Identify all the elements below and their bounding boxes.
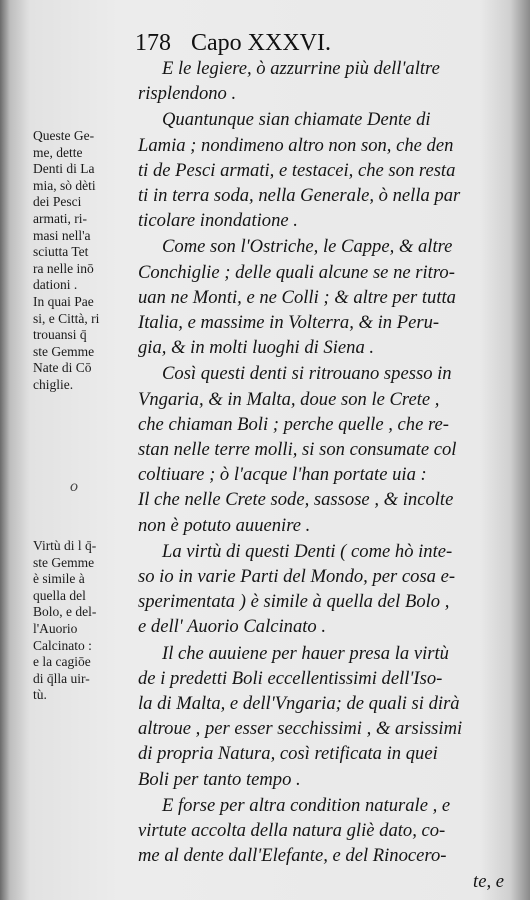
text-line: gia, & in molti luoghi di Siena . xyxy=(138,337,375,359)
margin-note-line: di q̄lla uir- xyxy=(33,670,90,686)
page-number: 178 xyxy=(135,30,171,56)
paragraph xyxy=(138,361,510,537)
margin-note-line: Denti di La xyxy=(33,161,95,177)
text-line: Così questi denti si ritrouano spesso in xyxy=(162,363,452,385)
text-line: uan ne Monti, e ne Colli ; & altre per tutta xyxy=(138,286,456,308)
running-header xyxy=(135,30,415,57)
text-line: E forse per altra condition naturale , e xyxy=(162,794,451,816)
text-line: Il che auuiene per hauer presa la virtù xyxy=(162,642,449,664)
text-line: altroue , per esser secchissimi , & arsissimi xyxy=(138,718,463,740)
text-line: de i predetti Boli eccellentissimi dell'Iso- xyxy=(138,667,443,689)
text-line: non è potuto auuenire . xyxy=(138,514,311,536)
text-line: Conchiglie ; delle quali alcune se ne ritro- xyxy=(138,261,455,283)
text-line: Il che nelle Crete sode, sassose , & incolte xyxy=(138,489,454,511)
paragraph xyxy=(138,793,510,894)
text-line: la di Malta, e dell'Vngaria; de quali si dirà xyxy=(138,693,460,715)
margin-note-gemme xyxy=(33,128,135,394)
text-line: coltiuare ; ò l'acque l'han portate uia : xyxy=(138,464,427,486)
chapter-title: Capo XXXVI. xyxy=(191,30,331,56)
text-line: E le legiere, ò azzurrine più dell'altre xyxy=(162,58,440,79)
paragraph xyxy=(138,539,510,640)
text-line: Come son l'Ostriche, le Cappe, & altre xyxy=(162,236,453,258)
text-line: me al dente dall'Elefante, e del Rinocero- xyxy=(138,845,447,867)
paragraph xyxy=(138,234,510,360)
text-line: Lamia ; nondimeno altro non son, che den xyxy=(138,134,454,156)
paragraph xyxy=(138,641,510,792)
text-line: La virtù di questi Denti ( come hò inte- xyxy=(162,540,453,562)
margin-note-line: trouansi q̄ xyxy=(33,327,87,343)
text-line: so io in varie Parti del Mondo, per cosa e- xyxy=(138,566,456,588)
margin-note-line: Bolo, e del- xyxy=(33,604,97,620)
text-line: e dell' Auorio Calcinato . xyxy=(138,616,327,638)
margin-note-line: ste Gemme xyxy=(33,343,95,359)
margin-note-line: Queste Ge- xyxy=(33,128,95,143)
margin-note-line: mia, sò dèti xyxy=(33,177,96,193)
margin-note-line: Virtù di l q̄- xyxy=(33,538,97,553)
margin-note-line: tù. xyxy=(33,687,47,703)
text-line: ti in terra soda, nella Generale, ò nella par xyxy=(138,185,461,207)
margin-note-line: dationi . xyxy=(33,277,78,293)
margin-note-line: ra nelle inō xyxy=(33,260,94,276)
text-line: che chiaman Boli ; perche quelle , che re- xyxy=(138,413,449,435)
margin-note-line: e la cagiōe xyxy=(33,654,91,670)
text-line: di propria Natura, così retificata in quei xyxy=(138,743,438,765)
margin-note-line: quella del xyxy=(33,587,86,603)
margin-note-line: Calcinato : xyxy=(33,637,92,653)
text-line: Boli per tanto tempo . xyxy=(138,768,301,790)
paragraph xyxy=(138,107,510,233)
text-line: risplendono . xyxy=(138,83,237,105)
margin-note-line: chiglie. xyxy=(33,376,74,392)
text-line: sperimentata ) è simile à quella del Bolo , xyxy=(138,591,450,613)
text-line: Vngaria, & in Malta, doue son le Crete , xyxy=(138,388,440,410)
text-line: ti de Pesci armati, e testacei, che son resta xyxy=(138,159,456,181)
margin-note-line: armati, ri- xyxy=(33,210,87,226)
text-line: Quantunque sian chiamate Dente di xyxy=(162,109,431,131)
margin-note-line: dei Pesci xyxy=(33,194,82,210)
margin-note-virtu xyxy=(33,538,135,704)
margin-note-line: si, e Città, ri xyxy=(33,310,100,326)
margin-note-line: ste Gemme xyxy=(33,554,95,570)
margin-note-line: l'Auorio xyxy=(33,620,78,636)
margin-note-line: me, dette xyxy=(33,144,83,160)
body-text xyxy=(138,56,510,895)
text-line: ticolare inondatione . xyxy=(138,210,298,232)
margin-note-line: è simile à xyxy=(33,571,85,587)
text-line: stan nelle terre molli, si son consumate col xyxy=(138,439,457,461)
margin-note-line: masi nell'a xyxy=(33,227,91,243)
text-line: virtute accolta della natura gliè dato, co- xyxy=(138,820,446,842)
paragraph xyxy=(138,56,510,106)
ornament-mark: o xyxy=(70,478,78,495)
margin-note-line: Nate di Cō xyxy=(33,360,92,376)
margin-note-line: In quai Pae xyxy=(33,293,94,309)
text-line: Italia, e massime in Volterra, & in Peru- xyxy=(138,312,440,334)
text-line: te, e xyxy=(473,870,504,892)
margin-note-line: sciutta Tet xyxy=(33,244,89,260)
